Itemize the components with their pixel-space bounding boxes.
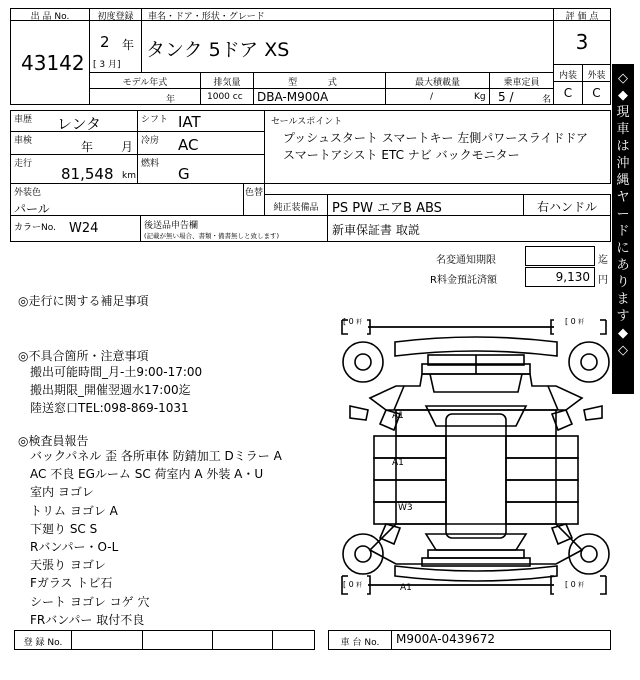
grade-cell [553, 20, 611, 65]
exterior-label: 外装 [587, 71, 606, 81]
reg-divider [142, 631, 143, 649]
chassis-value-cell [391, 630, 611, 650]
capacity-value: 5 / [498, 90, 514, 104]
notice-box [525, 246, 595, 266]
aircon-label: 冷房 [141, 136, 160, 146]
bracket-bottom-left: [ 0 粁 [343, 580, 363, 589]
inspector-title: ◎検査員報告 [18, 434, 89, 448]
history-label: 車歴 [14, 115, 33, 125]
steering-value: 右ハンドル [536, 200, 597, 214]
displacement-label: 排気量 [213, 78, 241, 88]
options-value: PS PW エアB ABS [332, 201, 442, 216]
damage-mark-a1-bottom: A1 [400, 583, 412, 593]
displacement-cell [200, 88, 254, 105]
history-value: レンタ [57, 115, 102, 133]
notice-suffix: 迄 [598, 255, 608, 266]
vertical-notice-char: り [616, 275, 630, 290]
lot-label: 出 品 No. [30, 12, 70, 22]
capacity-label-cell [489, 72, 554, 89]
reg-no-value-cell [71, 630, 315, 650]
chassis-label: 車 台 No. [340, 638, 380, 648]
lot-number-cell [10, 20, 90, 105]
chassis-value: M900A-0439672 [396, 632, 495, 646]
aircon-value: AC [178, 136, 199, 154]
first-reg-month: [ 3 月] [93, 60, 121, 70]
defects-title: ◎不具合箇所・注意事項 [18, 349, 149, 363]
ext-color-cell [10, 183, 244, 216]
vertical-notice-char: ヤ [616, 190, 630, 205]
inspector-line: バックパネル 歪 各所車体 防錆加工 Dミラー A [30, 449, 282, 463]
type-label-cell [253, 72, 386, 89]
max-load-label-cell [385, 72, 490, 89]
defect-line: 搬出可能時間_月-土9:00-17:00 [30, 365, 203, 379]
fuel-cell [137, 154, 265, 184]
vertical-notice-char: 現 [616, 105, 630, 120]
model-name: タンク 5ドア XS [146, 39, 290, 61]
inspector-line: Rバンパー・O-L [30, 540, 119, 554]
mileage-value: 81,548 [61, 165, 114, 183]
inspector-line: FRバンパー 取付不良 [30, 612, 145, 627]
vertical-notice-char: 車 [616, 122, 630, 137]
max-load-cell [385, 88, 490, 105]
color-no-label: カラーNo. [14, 223, 56, 233]
vertical-notice-char: に [616, 241, 630, 256]
ext-color-label: 外装色 [14, 188, 42, 198]
inspector-line: トリム ヨゴレ A [30, 503, 118, 518]
bracket-top-right: [ 0 粁 [565, 317, 585, 326]
vertical-notice-char: は [616, 139, 630, 154]
color-no-cell [10, 215, 141, 242]
recycle-unit: 円 [598, 275, 608, 286]
inspection-month: 月 [121, 140, 134, 154]
exterior-grade-cell [582, 81, 611, 105]
first-reg-label: 初度登録 [97, 12, 134, 22]
exterior-grade: C [592, 86, 601, 100]
vertical-notice-char: 沖 [616, 156, 630, 171]
reg-no-label-cell [14, 630, 72, 650]
documents-value: 新車保証書 取説 [332, 223, 420, 237]
reg-divider [212, 631, 213, 649]
aircon-cell [137, 131, 265, 155]
inspector-line: 天張り ヨゴレ [30, 558, 106, 573]
type-value: DBA-M900A [257, 90, 329, 104]
options-label: 純正装備品 [273, 203, 319, 213]
fuel-label: 燃料 [141, 159, 160, 169]
interior-grade-cell [553, 81, 583, 105]
bracket-top-left: [ 0 粁 [343, 317, 363, 326]
first-reg-cell [89, 20, 142, 73]
inspector-line: AC 不良 EGルーム SC 荷室内 A 外装 A・U [30, 467, 264, 482]
model-year-cell [89, 88, 201, 105]
displacement-value: 1000 cc [207, 92, 243, 102]
model-year-unit: 年 [166, 95, 176, 105]
lot-number: 43142 [21, 51, 85, 75]
reg-no-label: 登 録 No. [23, 638, 63, 648]
fuel-value: G [178, 165, 190, 183]
vertical-notice-char: ◆ [618, 326, 628, 341]
inspector-line: 下廻り SC S [30, 521, 98, 536]
grade-label: 評 価 点 [565, 12, 599, 22]
sales-point-line1: プッシュスタート スマートキー 左側パワースライドドア [283, 131, 588, 145]
max-load-value: / [430, 92, 434, 102]
recycle-value: 9,130 [555, 270, 590, 284]
recycle-label: R料金預託済額 [430, 275, 497, 286]
grade-value: 3 [575, 30, 589, 54]
vertical-notice-char: ー [616, 207, 630, 222]
exterior-label-cell [582, 64, 611, 82]
aftermarket-label: 後送品申告欄 [144, 221, 199, 231]
vertical-notice-char: ◆ [618, 88, 628, 103]
reg-divider [272, 631, 273, 649]
max-load-label: 最大積載量 [414, 78, 460, 88]
ext-color-value: パール [14, 202, 50, 216]
recycle-box [525, 267, 595, 287]
shift-cell [137, 110, 265, 132]
damage-mark-a1-top: A1 [392, 411, 404, 421]
capacity-label: 乗車定員 [503, 78, 540, 88]
model-year-label-cell [89, 72, 201, 89]
vertical-notice-char: あ [616, 258, 630, 273]
supplement-title: ◎走行に関する補足事項 [18, 294, 149, 308]
interior-grade: C [563, 86, 573, 100]
vertical-notice-char: ◇ [618, 343, 628, 358]
aftermarket-cell [140, 215, 328, 242]
type-cell [253, 88, 386, 105]
type-label: 型 式 [288, 78, 351, 88]
shift-value: IAT [178, 113, 201, 131]
steering-cell [523, 194, 611, 216]
vertical-notice-char: ◇ [618, 71, 628, 86]
first-reg-year-unit: 年 [122, 38, 135, 52]
documents-cell [327, 215, 611, 242]
mileage-unit: km [122, 171, 136, 181]
displacement-label-cell [200, 72, 254, 89]
color-change-label: 色替 [245, 188, 264, 198]
mileage-label: 走行 [14, 159, 33, 169]
model-name-cell [141, 20, 554, 73]
inspection-label: 車検 [14, 136, 33, 146]
vertical-notice-char: す [616, 309, 630, 324]
vertical-notice [612, 64, 634, 394]
notice-label: 名変通知期限 [436, 255, 496, 266]
capacity-unit: 名 [542, 95, 552, 105]
capacity-cell [489, 88, 554, 105]
vertical-notice-char: ド [616, 224, 630, 239]
interior-label-cell [553, 64, 583, 82]
mileage-cell [10, 154, 138, 184]
model-year-label: モデル年式 [122, 78, 168, 88]
inspection-year: 年 [81, 140, 94, 154]
model-name-label: 車名・ドア・形状・グレード [148, 12, 265, 22]
sales-point-line2: スマートアシスト ETC ナビ バックモニター [283, 148, 520, 162]
sales-point-label: セールスポイント [271, 117, 343, 127]
inspector-line: シート ヨゴレ コゲ 穴 [30, 594, 150, 609]
history-cell [10, 110, 138, 132]
bracket-bottom-right: [ 0 粁 [565, 580, 585, 589]
damage-mark-a1-mid: A1 [392, 458, 404, 468]
inspector-line: Fガラス トビ石 [30, 576, 113, 591]
damage-mark-w3: W3 [398, 503, 413, 513]
sales-point-cell [264, 110, 611, 184]
car-damage-diagram [340, 314, 612, 604]
inspection-cell [10, 131, 138, 155]
defect-line: 陸送窓口TEL:098-869-1031 [30, 401, 189, 415]
shift-label: シフト [141, 115, 169, 125]
color-no-value: W24 [69, 221, 99, 236]
color-change-cell [243, 183, 265, 216]
aftermarket-note: (記載が無い場合、書類・備書無しと致します) [144, 232, 280, 240]
max-load-unit: Kg [474, 92, 486, 102]
vertical-notice-char: 縄 [616, 173, 630, 188]
options-cell [327, 194, 524, 216]
defect-line: 搬出期限_開催翌週水17:00迄 [30, 383, 191, 397]
first-reg-year: 2 [100, 33, 110, 51]
inspector-line: 室内 ヨゴレ [30, 485, 94, 500]
chassis-label-cell [328, 630, 392, 650]
options-label-cell [264, 194, 328, 216]
vertical-notice-char: ま [616, 292, 630, 307]
interior-label: 内装 [558, 71, 577, 81]
